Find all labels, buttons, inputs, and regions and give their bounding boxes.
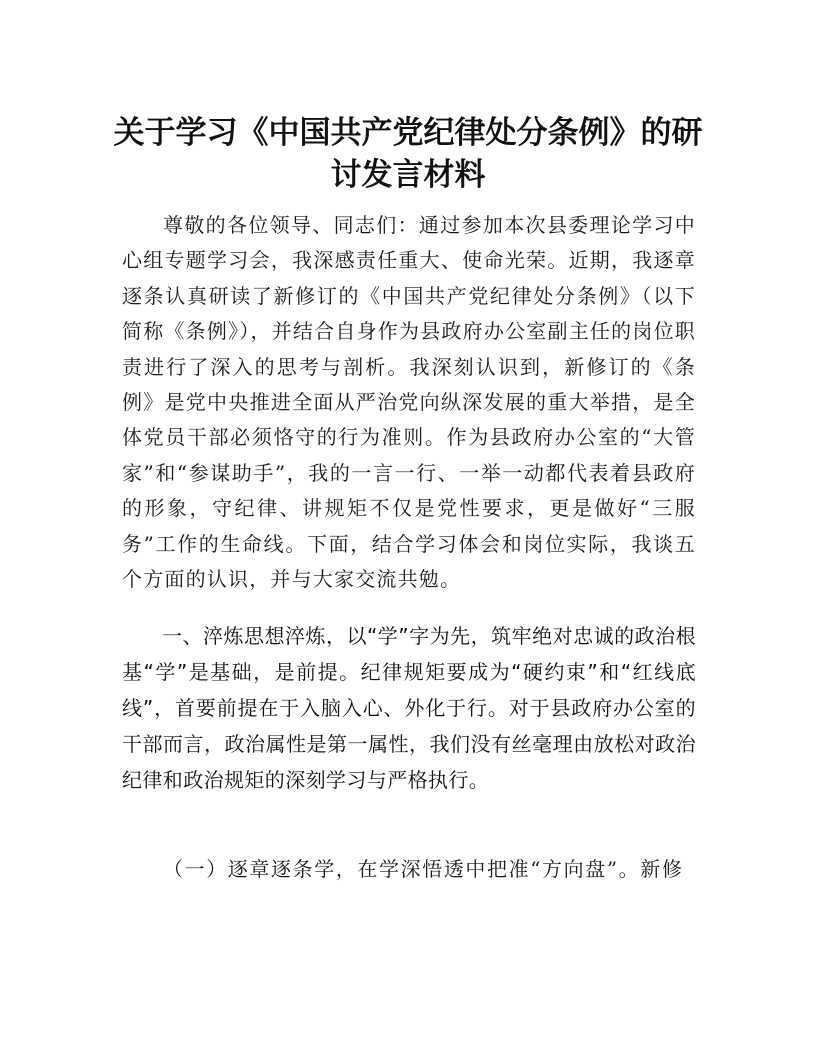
section-one-paragraph: 一、淬炼思想淬炼，以“学”字为先，筑牢绝对忠诚的政治根基“学”是基础，是前提。纪律规矩要成为“硬约束”和“红线底线”，首要前提在于入脑入心、外化于行。对于县政府办公室的干部而言，政治属性是第一属性，我们没有丝毫理由放松对政治纪律和政治规矩的深刻学习与严格执行。 (122, 624, 696, 792)
subsection-one-paragraph: （一）逐章逐条学，在学深悟透中把准“方向盘”。新修 (163, 857, 684, 881)
intro-paragraph: 尊敬的各位领导、同志们：通过参加本次县委理论学习中心组专题学习会，我深感责任重大、使命光荣。近期，我逐章逐条认真研读了新修订的《中国共产党纪律处分条例》（以下简称《条例》），并结合自身作为县政府办公室副主任的岗位职责进行了深入的思考与剖析。我深刻认识到，新修订的《条例》是党中央推进全面从严治党向纵深发展的重大举措，是全体党员干部必须恪守的行为准则。作为县政府办公室的“大管家”和“参谋助手”，我的一言一行、一举一动都代表着县政府的形象，守纪律、讲规矩不仅是党性要求，更是做好“三服务”工作的生命线。下面，结合学习体会和岗位实际，我谈五个方面的认识，并与大家交流共勉。 (122, 213, 696, 592)
document-title: 关于学习《中国共产党纪律处分条例》的研讨发言材料 (113, 115, 703, 193)
